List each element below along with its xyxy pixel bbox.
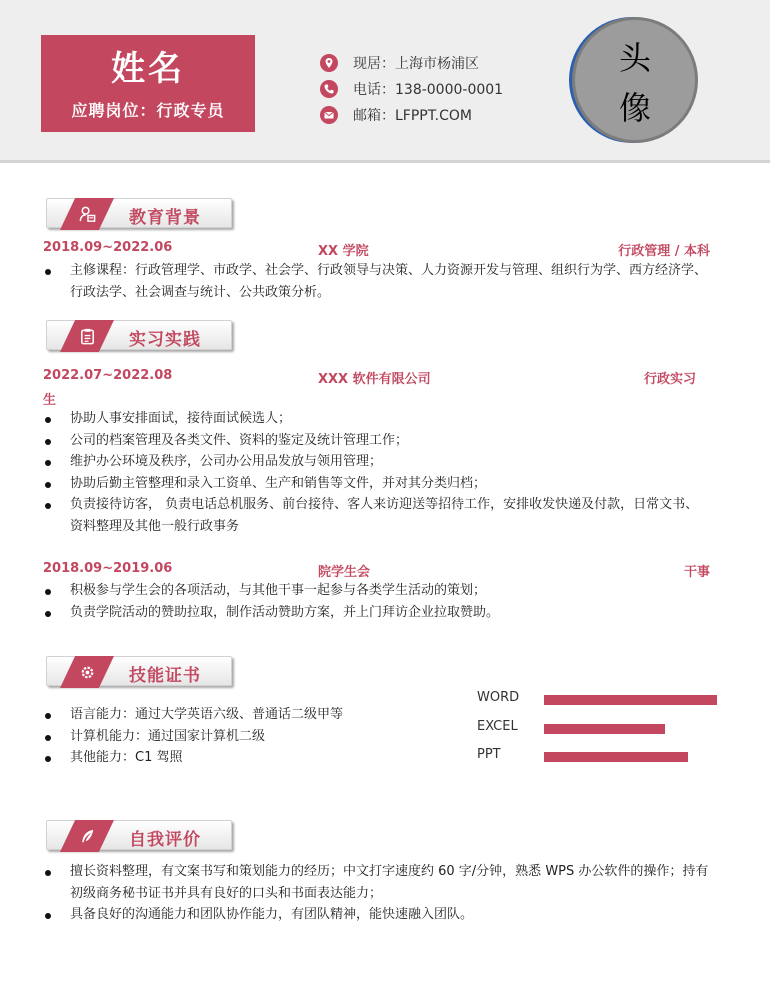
section-title-internship: 实习实践 [129,330,201,350]
skill-bar-excel [477,719,717,739]
section-head-self-eval [46,820,232,852]
list-item: 负责学院活动的赞助拉取，制作活动赞助方案，并上门拜访企业拉取赞助。 [43,602,710,624]
job1-list [43,408,710,537]
section-head-internship [46,320,232,352]
skill-label-word: WORD [477,690,520,705]
list-item: 公司的档案管理及各类文件、资料的鉴定及统计管理工作； [43,430,710,452]
list-item: 其他能力：C1 驾照 [43,747,463,769]
job1-date: 2022.07~2022.08 [43,368,173,383]
skill-fill-word [544,695,717,705]
internship-row-1 [43,368,710,388]
list-item: 维护办公环境及秩序，公司办公用品发放与领用管理； [43,451,710,473]
job1-role: 行政实习 [644,372,697,387]
list-item: 协助人事安排面试，接待面试候选人； [43,408,710,430]
education-list [43,260,710,303]
list-item: 语言能力：通过大学英语六级、普通话二级甲等 [43,704,463,726]
list-item: 负责接待访客， 负责电话总机服务、前台接待、客人来访迎送等招待工作，安排收发快递及付款，日常文书、资料整理及其他一般行政事务 [43,494,710,537]
internship-row-2 [43,561,710,581]
email-text: 邮箱：LFPPT.COM [353,108,472,124]
section-head-skills [46,656,232,688]
section-title-education: 教育背景 [129,208,201,228]
skill-fill-excel [544,724,665,734]
avatar-placeholder [572,17,698,143]
section-title-skills: 技能证书 [129,666,201,686]
avatar-text-1: 头 [618,39,651,77]
resume-header [0,0,770,163]
list-item: 擅长资料整理，有文案书写和策划能力的经历；中文打字速度约 60 字/分钟，熟悉 WPS 办公软件的操作；持有初级商务秘书证书并具有良好的口头和书面表达能力； [43,861,710,904]
list-item: 协助后勤主管整理和录入工资单、生产和销售等文件，并对其分类归档； [43,473,710,495]
list-item: 具备良好的沟通能力和团队协作能力，有团队精神，能快速融入团队。 [43,904,710,926]
contact-info [320,50,503,128]
job2-date: 2018.09~2019.06 [43,561,173,576]
contact-address [320,50,503,76]
mail-icon [320,106,338,124]
contact-email [320,102,503,128]
name-banner [41,35,255,132]
job1-org: XXX 软件有限公司 [318,372,431,387]
address-text: 现居：上海市杨浦区 [353,56,479,72]
list-item: 主修课程：行政管理学、市政学、社会学、行政领导与决策、人力资源开发与管理、组织行为学、西方经济学、行政法学、社会调查与统计、公共政策分析。 [43,260,710,303]
education-row [43,240,710,260]
education-school: XX 学院 [318,244,369,259]
education-major: 行政管理 / 本科 [618,244,710,259]
skill-bar-word [477,690,717,710]
candidate-name: 姓名 [111,49,185,89]
section-head-education [46,198,232,230]
job1-role-wrap: 生 [43,393,57,408]
contact-phone [320,76,503,102]
skill-label-excel: EXCEL [477,719,518,734]
self-eval-list [43,861,710,926]
job2-org: 院学生会 [318,565,371,580]
skill-fill-ppt [544,752,688,762]
list-item: 积极参与学生会的各项活动，与其他干事一起参与各类学生活动的策划； [43,580,710,602]
job2-list [43,580,710,623]
skill-label-ppt: PPT [477,747,501,762]
skills-list [43,704,463,769]
phone-text: 电话：138-0000-0001 [353,82,504,98]
location-icon [320,54,338,72]
section-title-self-eval: 自我评价 [129,830,201,850]
job2-role: 干事 [683,565,710,580]
skill-bar-ppt [477,747,717,767]
applied-position: 应聘岗位：行政专员 [71,101,225,120]
avatar-text-2: 像 [618,88,651,127]
list-item: 计算机能力：通过国家计算机二级 [43,726,463,748]
education-date: 2018.09~2022.06 [43,240,173,255]
phone-icon [320,80,338,98]
